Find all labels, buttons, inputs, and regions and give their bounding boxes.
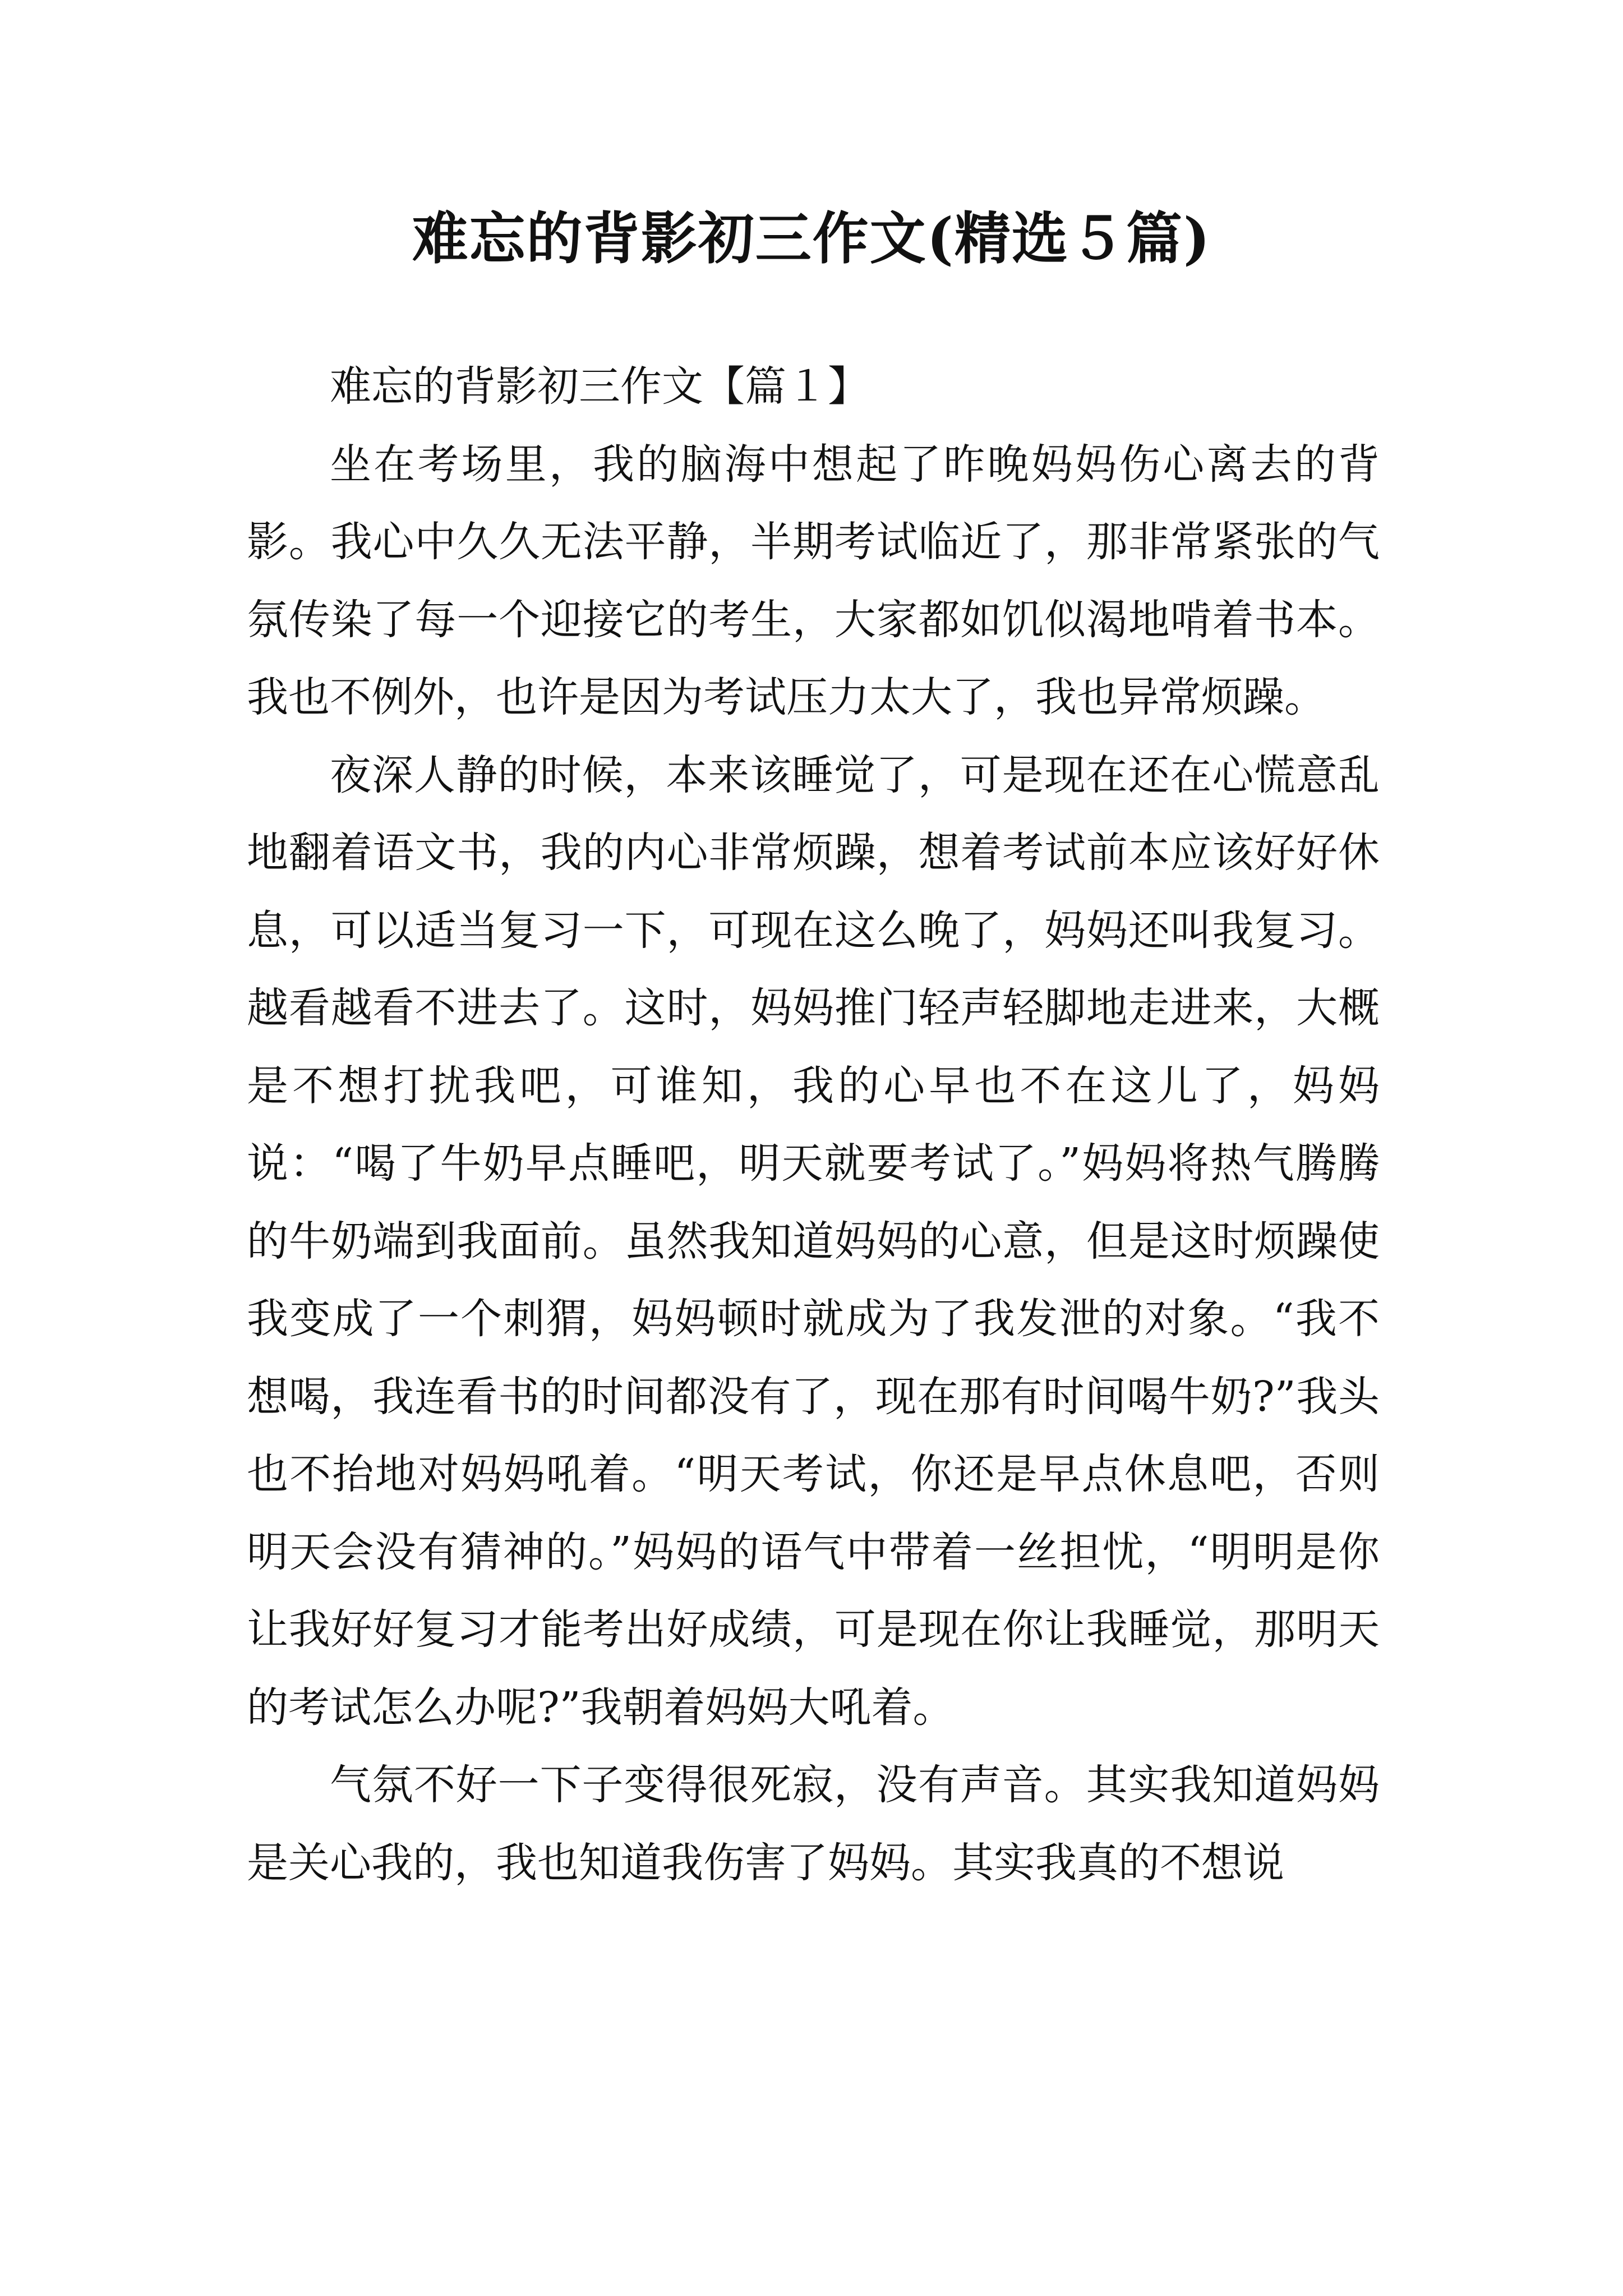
paragraph-1: 坐在考场里，我的脑海中想起了昨晚妈妈伤心离去的背影。我心中久久无法平静，半期考试临近了，那非常紧张的气氛传染了每一个迎接它的考生，大家都如饥似渴地啃着书本。我也不例外，也许是因为考试压力太大了，我也异常烦躁。 bbox=[247, 440, 1380, 721]
paragraph-3: 气氛不好一下子变得很死寂，没有声音。其实我知道妈妈是关心我的，我也知道我伤害了妈妈。其实我真的不想说 bbox=[247, 1761, 1380, 1887]
paragraph-2: 夜深人静的时候，本来该睡觉了，可是现在还在心慌意乱地翻着语文书，我的内心非常烦躁，想着考试前本应该好好休息，可以适当复习一下，可现在这么晚了，妈妈还叫我复习。越看越看不进去了。这时，妈妈推门轻声轻脚地走进来，大概是不想打扰我吧，可谁知，我的心早也不在这儿了，妈妈说：“喝了牛奶早点睡吧，明天就要考试了。”妈妈将热气腾腾的牛奶端到我面前。虽然我知道妈妈的心意，但是这时烦躁使我变成了一个刺猬，妈妈顿时就成为了我发泄的对象。“我不想喝，我连看书的时间都没有了，现在那有时间喝牛奶?”我头也不抬地对妈妈吼着。“明天考试，你还是早点休息吧，否则明天会没有猜神的。”妈妈的语气中带着一丝担忧，“明明是你让我好好复习才能考出好成绩，可是现在你让我睡觉，那明天的考试怎么办呢?”我朝着妈妈大吼着。 bbox=[247, 751, 1380, 1732]
section-heading: 难忘的背影初三作文【篇１】 bbox=[330, 362, 869, 411]
document-body bbox=[247, 348, 1380, 1902]
document-title: 难忘的背影初三作文(精选５篇) bbox=[412, 205, 1211, 272]
